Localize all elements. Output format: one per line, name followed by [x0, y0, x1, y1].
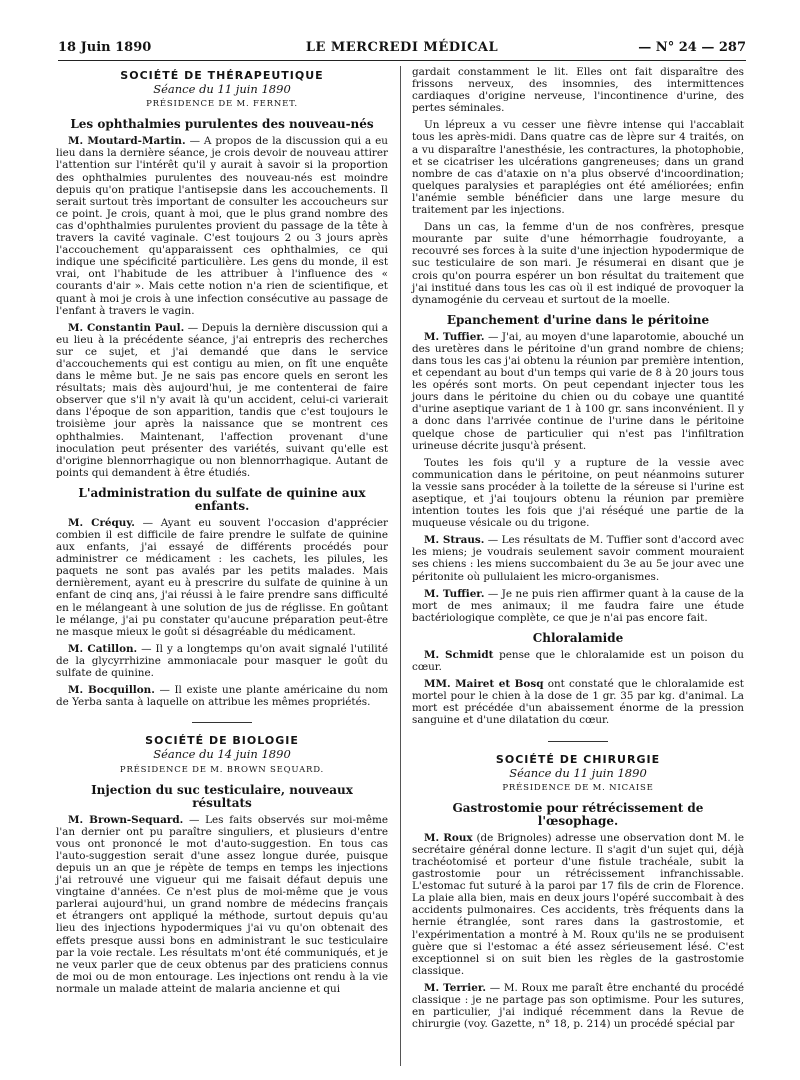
- session-date: Séance du 11 juin 1890: [509, 765, 647, 780]
- paragraph: Toutes les fois qu'il y a rupture de la vessie avec communication dans le péritoine, on peut néanmoins suturer la vessie sans procéder à la toilette de la séreuse si l'urine est aseptique, et j'ai toujours obtenu la réunion par première intention toutes les fois que j'ai réséqué une partie de la muqueuse vésicale ou du trigone.: [412, 456, 744, 530]
- paragraph-text: — Les faits observés sur moi-même l'an dernier ont pu paraître singuliers, et plusieurs d'entre vous ont prononcé le mot d'auto-suggestion. En tous cas l'auto-suggestion serait d'une assez longue durée, puisque depuis un an que je répète de temps en temps les injections j'ai retrouvé une vigueur qui me faisait défaut depuis une vingtaine d'années. Ce n'est plus de moi-même que je vous parlerai aujourd'hui, un grand nombre de médecins français et étrangers ont appliqué la méthode, surtout depuis qu'au lieu des injections hypodermiques j'ai vu qu'on obtenait des effets presque aussi bons en administrant le suc testiculaire par la voie rectale. Les résultats m'ont été communiqués, et je ne veux parler que de ceux obtenus par des praticiens connus de moi ou de mon entourage. Les injections ont rendu à la vie normale un malade atteint de malaria ancienne et qui: [56, 813, 388, 995]
- paragraph: [56, 322, 388, 479]
- paragraph: [412, 534, 744, 582]
- paragraph-text: — Les résultats de M. Tuffier sont d'accord avec les miens; je voudrais seulement savoir comment mouraient ses chiens : les miens succombaient du 3e au 5e jour avec une péritonite où pullulaient les micro-organismes.: [412, 534, 744, 583]
- header-date: 18 Juin 1890: [58, 40, 152, 55]
- paragraph: Dans un cas, la femme d'un de nos confrères, presque mourante par suite d'une hémorrhagie foudroyante, a recouvré ses forces à la suite d'une injection hypodermique de suc testiculaire de son mari. Je résumerai en disant que je crois qu'on pourra espérer un bon résultat du traitement que j'ai institué dans tous les cas où il est indiqué de provoquer la dynamogénie du cerveau et surtout de la moelle.: [412, 221, 744, 306]
- speaker: M. Moutard-Martin.: [68, 135, 186, 148]
- paragraph-text: — Depuis la dernière discussion qui a eu lieu à la précédente séance, j'ai entrepris des recherches sur ce sujet, et j'ai demandé que dans le service d'accouchements qui est contigu au mien, on fît une enquête dans le même but. Je ne sais pas encore quels en seront les résultats; mais dès aujourd'hui, je me contenterai de faire observer que s'il n'y avait là qu'un accident, celui-ci varierait dans l'époque de son apparition, tandis que c'est toujours le troisième jour après la naissance que se montrent ces ophthalmies. Maintenant, l'affection provenant d'une inoculation peut présenter des variétés, suivant qu'elle est d'origine blennorrhagique ou non blennorrhagique. Autant de points qui demandent à être étudiés.: [56, 321, 389, 479]
- page-header: [58, 38, 746, 61]
- paragraph-text: pense que le chloralamide est un poison du cœur.: [412, 648, 744, 674]
- paragraph: [412, 982, 744, 1030]
- subheading: Chloralamide: [532, 630, 624, 645]
- speaker: M. Brown-Sequard.: [68, 813, 184, 826]
- session-date: Séance du 11 juin 1890: [153, 82, 291, 97]
- paragraph-text: (de Brignoles) adresse une observation dont M. le secrétaire général donne lecture. Il s'agit d'un sujet qui, déjà trachéotomisé et porteur d'une fistule trachéale, subit la gastrostomie pour un rétrécissement infranchissable. L'estomac fut suturé à la paroi par 17 fils de crin de Florence. La plaie alla bien, mais en deux jours l'opéré succombait à des accidents pulmonaires. Ces accidents, très fréquents dans la hernie étranglée, sont rares dans la gastrostomie, et l'expérimentation a montré à M. Roux qu'ils ne se produisent guère que si l'estomac a été assez sérieusement lésé. C'est exceptionnel si on suit bien les règles de la gastrostomie classique.: [412, 831, 744, 977]
- subheading: Les ophthalmies purulentes des nouveau-nés: [70, 117, 374, 132]
- paragraph: [56, 517, 388, 638]
- paragraph-text: — Il existe une plante américaine du nom de Yerba santa à laquelle on attribue les mêmes propriétés.: [56, 684, 388, 709]
- paragraph-text: ont constaté que le chloralamide est mortel pour le chien à la dose de 1 gr. 35 par kg. d'animal. La mort est précédée d'un abaissement énorme de la pression sanguine et d'une dilatation du cœur.: [412, 678, 744, 727]
- paragraph: [412, 588, 744, 624]
- paragraph: [412, 331, 744, 452]
- journal-title: LE MERCREDI MÉDICAL: [305, 40, 499, 55]
- section-separator: [548, 741, 608, 742]
- column-divider: [400, 66, 401, 1066]
- paragraph: [412, 678, 744, 726]
- page-number: — N° 24 — 287: [638, 40, 746, 55]
- paragraph: [412, 832, 744, 977]
- speaker: M. Bocquillon.: [68, 684, 155, 697]
- speaker: MM. Mairet et Bosq: [424, 678, 544, 691]
- section-title: SOCIÉTÉ DE BIOLOGIE: [145, 734, 299, 748]
- paragraph-text: — M. Roux me paraît être enchanté du procédé classique : je ne partage pas son optimisme. Pour les sutures, en particulier, j'ai indiqué récemment dans la Revue de chirurgie (voy. Gazette, n° 18, p. 214) un procédé spécial par: [412, 981, 745, 1031]
- presidence: PRÉSIDENCE DE M. BROWN SEQUARD.: [119, 764, 325, 775]
- section-title: SOCIÉTÉ DE CHIRURGIE: [495, 752, 661, 766]
- paragraph-text: — Il y a longtemps qu'on avait signalé l'utilité de la glycyrrhizine ammoniacale pour masquer le goût du sulfate de quinine.: [56, 642, 388, 680]
- speaker: M. Roux: [424, 831, 473, 844]
- speaker: M. Tuffier.: [424, 587, 485, 600]
- paragraph: [56, 135, 388, 316]
- subheading: Gastrostomie pour rétrécissement de l'œsophage.: [452, 800, 704, 828]
- paragraph: gardait constamment le lit. Elles ont fait disparaître des frissons nerveux, des insomnies, des intermittences cardiaques d'origine nerveuse, l'incontinence d'urine, des pertes séminales.: [412, 66, 744, 115]
- speaker: M. Constantin Paul.: [68, 321, 185, 334]
- speaker: M. Catillon.: [68, 642, 138, 655]
- subheading: Injection du suc testiculaire, nouveaux résultats: [91, 782, 353, 810]
- speaker: M. Terrier.: [424, 981, 486, 994]
- paragraph: Un lépreux a vu cesser une fièvre intense qui l'accablait tous les après-midi. Dans quatre cas de lèpre sur 4 traités, on a vu disparaître l'anesthésie, les contractures, la photophobie, et se cicatriser les ulcérations gangreneuses; dans un grand nombre de cas d'ataxie on n'a plus observé d'incoordination; quelques paralysies et paraplégies ont été améliorées; enfin l'anémie semble bénéficier dans une large mesure du traitement par les injections.: [412, 119, 744, 217]
- paragraph: [56, 643, 388, 679]
- presidence: PRÉSIDENCE DE M. FERNET.: [146, 99, 298, 110]
- paragraph-text: — Ayant eu souvent l'occasion d'apprécier combien il est difficile de faire prendre le sulfate de quinine aux enfants, j'ai essayé de différents procédés pour administrer ce médicament : les cachets, les pilules, les paquets ne sont pas avalés par les petits malades. Mais dernièrement, ayant eu à prescrire du sulfate de quinine à un enfant de cinq ans, j'ai réussi à le faire prendre sans difficulté en le mélangeant à une solution de jus de réglisse. En goûtant le mélange, j'ai pu constater qu'aucune préparation peut-être ne masque mieux le goût si désagréable du médicament.: [56, 516, 388, 638]
- paragraph-text: — A propos de la discussion qui a eu lieu dans la dernière séance, je crois devoir de nouveau attirer l'attention sur l'intérêt qu'il y aurait à savoir si la proportion des ophthalmies purulentes des nouveau-nés est moindre depuis qu'on pratique l'antisepsie dans les accouchements. Il serait surtout très important de consulter les accoucheurs sur ce point. Je crois, quant à moi, que le plus grand nombre des cas d'ophthalmies purulentes provient du passage de la tête à travers la cavité vaginale. C'est toujours 2 ou 3 jours après l'accouchement qu'apparaissent ces ophthalmies, ce qui indique une spécificité particulière. Les gens du monde, il est vrai, ont l'habitude de les attribuer à l'influence des « courants d'air ». Mais cette notion n'a rien de scientifique, et quant à moi je crois à une infection consécutive au passage de l'enfant à travers le vagin.: [56, 135, 388, 317]
- left-column: [56, 66, 388, 1000]
- paragraph-text: — Je ne puis rien affirmer quant à la cause de la mort de mes animaux; il me faudra faire une étude bactériologique complète, ce que je n'ai pas encore fait.: [412, 587, 744, 624]
- section-separator: [192, 722, 252, 723]
- paragraph: [412, 649, 744, 673]
- subheading: L'administration du sulfate de quinine aux enfants.: [78, 485, 366, 513]
- speaker: M. Créquy.: [68, 516, 135, 529]
- paragraph: [56, 814, 388, 995]
- subheading: Epanchement d'urine dans le péritoine: [446, 312, 710, 327]
- section-title: SOCIÉTÉ DE THÉRAPEUTIQUE: [120, 69, 324, 82]
- speaker: M. Tuffier.: [424, 330, 485, 343]
- speaker: M. Schmidt: [424, 648, 494, 661]
- right-column: [412, 66, 744, 1035]
- paragraph: [56, 684, 388, 708]
- session-date: Séance du 14 juin 1890: [153, 747, 291, 762]
- presidence: PRÉSIDENCE DE M. NICAISE: [502, 782, 654, 793]
- speaker: M. Straus.: [424, 534, 485, 547]
- paragraph-text: — J'ai, au moyen d'une laparotomie, abouché un des uretères dans le péritoine d'un grand nombre de chiens; dans tous les cas j'ai obtenu la réunion par première intention, et cependant au bout d'un temps qui varie de 8 à 20 jours tous les opérés sont morts. On peut cependant injecter tous les jours dans le péritoine du chien ou du cobaye une quantité d'urine aseptique variant de 1 à 100 gr. sans inconvénient. Il y a donc dans l'arrivée continue de l'urine dans le péritoine quelque chose de particulier qui n'est pas l'infiltration urineuse décrite jusqu'à présent.: [412, 330, 744, 452]
